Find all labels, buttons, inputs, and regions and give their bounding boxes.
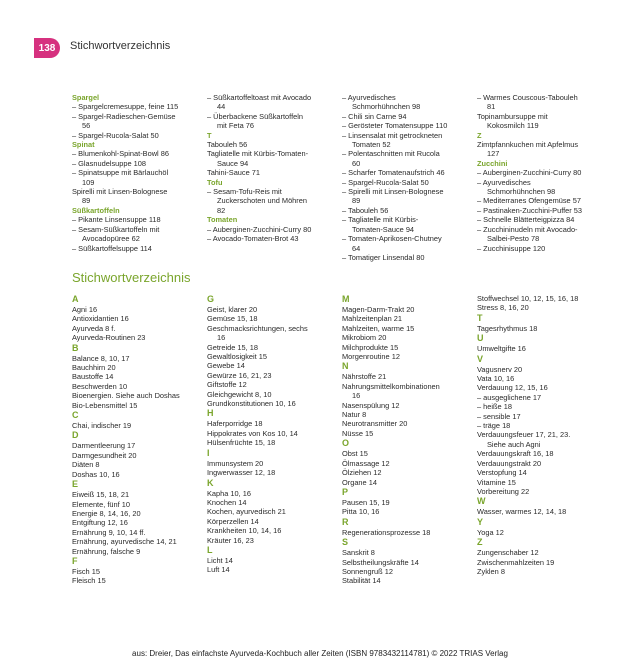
index-entry: – Avocado-Tomaten-Brot 43 <box>207 234 299 244</box>
index-entry: Sauce 94 <box>217 158 249 168</box>
index-entry: Grundkonstitutionen 10, 16 <box>207 399 296 409</box>
index-entry: Entgiftung 12, 16 <box>72 518 128 528</box>
index-column <box>207 294 342 586</box>
index-entry: Sanskrit 8 <box>342 548 375 558</box>
recipe-index-columns <box>72 93 612 262</box>
index-entry: Ingwerwasser 12, 18 <box>207 468 276 478</box>
index-entry: Bio-Lebensmittel 15 <box>72 400 138 410</box>
index-letter: P <box>342 486 349 497</box>
index-entry: Pausen 15, 19 <box>342 497 390 507</box>
index-letter: S <box>342 537 349 548</box>
index-entry: Morgenroutine 12 <box>342 352 400 362</box>
category-heading: Süßkartoffeln <box>72 205 120 215</box>
recipe-column <box>342 93 477 262</box>
index-entry: Chai, indischer 19 <box>72 421 132 431</box>
index-entry: Knochen 14 <box>207 497 247 507</box>
category-heading: Z <box>477 130 482 140</box>
index-entry: – Zucchininudeln mit Avocado- <box>477 224 578 234</box>
index-entry: Diäten 8 <box>72 460 100 470</box>
index-entry: Ernährung, ayurvedische 14, 21 <box>72 537 177 547</box>
index-entry: – Spargel-Radieschen-Gemüse <box>72 111 176 121</box>
index-entry: Luft 14 <box>207 565 230 575</box>
index-entry: Nahrungsmittelkombinationen <box>342 381 440 391</box>
index-entry: Schmorhühnchen 98 <box>352 102 421 112</box>
index-entry: Balance 8, 10, 17 <box>72 353 130 363</box>
index-entry: Pitta 10, 16 <box>342 507 380 517</box>
index-entry: Bioenergien. Siehe auch Doshas <box>72 391 180 401</box>
index-entry: – Gerösteter Tomatensuppe 110 <box>342 121 448 131</box>
index-entry: – Scharfer Tomatenaufstrich 46 <box>342 168 445 178</box>
index-entry: Tagesrhythmus 18 <box>477 323 538 333</box>
index-entry: Nährstoffe 21 <box>342 372 387 382</box>
index-column <box>72 294 207 586</box>
index-entry: – Pastinaken-Zucchini-Puffer 53 <box>477 205 583 215</box>
index-entry: Zungenschaber 12 <box>477 548 539 558</box>
index-entry: Mahlzeiten, warme 15 <box>342 323 415 333</box>
index-entry: Elemente, fünf 10 <box>72 499 130 509</box>
index-column <box>342 294 477 586</box>
index-entry: Zyklen 8 <box>477 566 505 576</box>
category-heading: T <box>207 130 212 140</box>
index-entry: Kapha 10, 16 <box>207 488 251 498</box>
index-entry: 89 <box>352 196 361 206</box>
index-letter: Z <box>477 537 483 548</box>
index-entry: 81 <box>487 102 496 112</box>
index-letter: C <box>72 410 79 421</box>
index-entry: 16 <box>352 391 361 401</box>
index-entry: – Tomatiger Linsendal 80 <box>342 252 425 262</box>
index-entry: Vitamine 15 <box>477 477 516 487</box>
index-letter: R <box>342 516 349 527</box>
index-entry: – Überbackene Süßkartoffeln <box>207 111 303 121</box>
index-entry: Hülsenfrüchte 15, 18 <box>207 438 276 448</box>
index-entry: Hippokrates von Kos 10, 14 <box>207 428 298 438</box>
index-entry: Geist, klarer 20 <box>207 305 258 314</box>
index-entry: – Auberginen-Zucchini-Curry 80 <box>477 168 582 178</box>
index-letter: I <box>207 447 210 458</box>
page-number: 138 <box>34 38 60 58</box>
keyword-index-columns <box>72 294 612 586</box>
index-letter: G <box>207 294 215 304</box>
section-title: Stichwortverzeichnis <box>72 270 191 285</box>
index-entry: – ausgeglichene 17 <box>477 392 542 402</box>
index-entry: – Blumenkohl-Spinat-Bowl 86 <box>72 149 169 159</box>
index-entry: Tomaten-Sauce 94 <box>352 224 415 234</box>
index-entry: Organe 14 <box>342 477 377 487</box>
index-entry: Wasser, warmes 12, 14, 18 <box>477 507 567 517</box>
index-entry: Regenerationsprozesse 18 <box>342 527 431 537</box>
index-entry: – Tomaten-Aprikosen-Chutney <box>342 234 442 244</box>
index-entry: – Zucchinisuppe 120 <box>477 243 546 253</box>
index-entry: – Linsensalat mit getrockneten <box>342 130 443 140</box>
index-entry: – Spirelli mit Linsen-Bolognese <box>342 187 444 197</box>
index-entry: – Spargelcremesuppe, feine 115 <box>72 102 179 112</box>
index-entry: Haferporridge 18 <box>207 419 263 429</box>
index-letter: E <box>72 479 79 490</box>
index-entry: Salbei-Pesto 78 <box>487 234 540 244</box>
index-letter: U <box>477 333 484 344</box>
index-entry: Stress 8, 16, 20 <box>477 303 529 313</box>
index-entry: Darmentleerung 17 <box>72 441 136 451</box>
index-entry: Zuckerschoten und Möhren <box>217 196 307 206</box>
index-entry: Giftstoffe 12 <box>207 380 247 390</box>
index-entry: Krankheiten 10, 14, 16 <box>207 526 282 536</box>
index-entry: – Spargel-Rucola-Salat 50 <box>342 177 429 187</box>
index-entry: – Ayurvedisches <box>342 93 396 102</box>
running-head: Stichwortverzeichnis <box>70 40 171 52</box>
index-letter: F <box>72 555 78 566</box>
index-letter: B <box>72 342 79 353</box>
index-entry: Zimtpfannkuchen mit Apfelmus <box>477 140 579 150</box>
index-entry: – Ayurvedisches <box>477 177 531 187</box>
index-entry: 44 <box>217 102 226 112</box>
index-entry: Kochen, ayurvedisch 21 <box>207 507 286 517</box>
index-letter: H <box>207 408 214 419</box>
index-entry: Darmgesundheit 20 <box>72 450 137 460</box>
index-entry: Geschmacksrichtungen, sechs <box>207 323 308 333</box>
index-entry: Siehe auch Agni <box>487 439 541 449</box>
recipe-column <box>477 93 612 262</box>
index-entry: Gleichgewicht 8, 10 <box>207 389 272 399</box>
index-entry: Getreide 15, 18 <box>207 342 258 352</box>
index-entry: Bauchhirn 20 <box>72 363 116 373</box>
index-entry: Verdauungstrakt 20 <box>477 458 542 468</box>
index-entry: Tomaten 52 <box>352 140 391 150</box>
index-letter: Y <box>477 516 484 527</box>
index-entry: Nasenspülung 12 <box>342 400 400 410</box>
index-entry: Tagliatelle mit Kürbis-Tomaten- <box>207 149 309 159</box>
index-letter: V <box>477 353 484 364</box>
index-entry: – Pikante Linsensuppe 118 <box>72 215 161 225</box>
index-letter: T <box>477 312 483 323</box>
source-footer: aus: Dreier, Das einfachste Ayurveda-Kochbuch aller Zeiten (ISBN 9783432114781) © 2022 TRIAS Verlag <box>132 649 508 658</box>
index-entry: Magen-Darm-Trakt 20 <box>342 305 415 314</box>
index-entry: 89 <box>82 196 91 206</box>
index-letter: D <box>72 430 79 441</box>
index-entry: Körperzellen 14 <box>207 516 259 526</box>
index-entry: Ölziehen 12 <box>342 468 382 478</box>
index-entry: Energie 8, 14, 16, 20 <box>72 508 141 518</box>
index-entry: Fisch 15 <box>72 566 100 576</box>
index-entry: Gemüse 15, 18 <box>207 314 258 324</box>
index-entry: Ayurveda 8 f. <box>72 323 116 333</box>
index-entry: Baustoffe 14 <box>72 372 114 382</box>
index-entry: Natur 8 <box>342 410 367 420</box>
index-entry: Mikrobiom 20 <box>342 333 387 343</box>
index-entry: – Sesam-Süßkartoffeln mit <box>72 224 160 234</box>
index-entry: Milchprodukte 15 <box>342 342 399 352</box>
category-heading: Spargel <box>72 93 100 102</box>
index-entry: – Auberginen-Zucchini-Curry 80 <box>207 224 312 234</box>
index-entry: Yoga 12 <box>477 527 504 537</box>
index-entry: Schmorhühnchen 98 <box>487 187 556 197</box>
index-entry: Vorbereitung 22 <box>477 486 530 496</box>
index-entry: – Sesam-Tofu-Reis mit <box>207 187 282 197</box>
index-letter: L <box>207 544 213 555</box>
index-entry: Mahlzeitenplan 21 <box>342 314 402 324</box>
index-entry: 56 <box>82 121 91 131</box>
index-entry: Ölmassage 12 <box>342 458 390 468</box>
recipe-column <box>72 93 207 262</box>
index-entry: Verdauung 12, 15, 16 <box>477 383 548 393</box>
index-entry: Beschwerden 10 <box>72 381 128 391</box>
index-entry: – Spinatsuppe mit Bärlauchöl <box>72 168 169 178</box>
index-entry: Stoffwechsel 10, 12, 15, 16, 18 <box>477 294 579 303</box>
index-letter: O <box>342 438 350 449</box>
index-entry: Umweltgifte 16 <box>477 344 526 354</box>
index-entry: – Chili sin Carne 94 <box>342 111 407 121</box>
index-entry: Verdauungsfeuer 17, 21, 23. <box>477 430 571 440</box>
index-entry: – heiße 18 <box>477 402 512 412</box>
index-entry: 16 <box>217 333 226 343</box>
index-entry: Agni 16 <box>72 305 98 314</box>
index-entry: Zwischenmahlzeiten 19 <box>477 557 555 567</box>
category-heading: Tomaten <box>207 215 238 225</box>
index-entry: Antioxidantien 16 <box>72 314 129 324</box>
index-entry: – Süßkartoffelsuppe 114 <box>72 243 152 253</box>
index-entry: 127 <box>487 149 500 159</box>
index-entry: Gewaltlosigkeit 15 <box>207 352 267 362</box>
index-entry: Avocadopüree 62 <box>82 234 140 244</box>
index-entry: Sonnengruß 12 <box>342 566 393 576</box>
index-entry: Immunsystem 20 <box>207 458 264 468</box>
index-entry: Ernährung, falsche 9 <box>72 546 141 556</box>
index-entry: Doshas 10, 16 <box>72 469 120 479</box>
index-entry: Gewebe 14 <box>207 361 245 371</box>
index-letter: K <box>207 477 214 488</box>
index-entry: – Spargel-Rucola-Salat 50 <box>72 130 159 140</box>
index-entry: 109 <box>82 177 95 187</box>
category-heading: Tofu <box>207 177 223 187</box>
index-entry: Ernährung 9, 10, 14 ff. <box>72 527 146 537</box>
index-entry: Verdauungskraft 16, 18 <box>477 449 554 459</box>
index-entry: – sensible 17 <box>477 411 521 421</box>
index-entry: Topinambursuppe mit <box>477 111 548 121</box>
index-entry: Eiweiß 15, 18, 21 <box>72 490 130 500</box>
index-column <box>477 294 612 586</box>
index-entry: Selbstheilungskräfte 14 <box>342 557 419 567</box>
index-letter: A <box>72 294 79 304</box>
index-entry: Licht 14 <box>207 555 233 565</box>
index-entry: – Tabouleh 56 <box>342 205 389 215</box>
category-heading: Spinat <box>72 140 95 150</box>
index-entry: – träge 18 <box>477 421 511 431</box>
index-entry: Obst 15 <box>342 449 368 459</box>
index-letter: W <box>477 496 486 507</box>
category-heading: Zucchini <box>477 158 508 168</box>
index-entry: – Glasnudelsuppe 108 <box>72 158 146 168</box>
index-entry: Tahini-Sauce 71 <box>207 168 261 178</box>
index-entry: Stabilität 14 <box>342 576 381 586</box>
index-entry: Vagusnerv 20 <box>477 364 523 374</box>
index-entry: – Schnelle Blätterteigpizza 84 <box>477 215 575 225</box>
index-entry: – Süßkartoffeltoast mit Avocado <box>207 93 312 102</box>
index-entry: 64 <box>352 243 361 253</box>
index-entry: – Polentaschnitten mit Rucola <box>342 149 440 159</box>
index-entry: Kokosmilch 119 <box>487 121 539 131</box>
index-entry: Neurotransmitter 20 <box>342 419 408 429</box>
index-entry: Spirelli mit Linsen-Bolognese <box>72 187 168 197</box>
page-header <box>0 0 640 70</box>
index-entry: Kräuter 16, 23 <box>207 535 254 545</box>
index-entry: 60 <box>352 158 361 168</box>
index-entry: 82 <box>217 205 226 215</box>
index-entry: Nüsse 15 <box>342 428 374 438</box>
index-entry: Tabouleh 56 <box>207 140 248 150</box>
index-entry: Fleisch 15 <box>72 576 106 586</box>
index-entry: mit Feta 76 <box>217 121 254 131</box>
recipe-column <box>207 93 342 262</box>
index-entry: Verstopfung 14 <box>477 468 527 478</box>
index-letter: M <box>342 294 350 304</box>
index-entry: Vata 10, 16 <box>477 374 515 384</box>
index-entry: Gewürze 16, 21, 23 <box>207 370 272 380</box>
index-entry: – Warmes Couscous-Tabouleh <box>477 93 578 102</box>
index-entry: – Mediterranes Ofengemüse 57 <box>477 196 581 206</box>
index-entry: Ayurveda-Routinen 23 <box>72 333 146 343</box>
index-entry: – Tagliatelle mit Kürbis- <box>342 215 419 225</box>
index-letter: N <box>342 361 349 372</box>
